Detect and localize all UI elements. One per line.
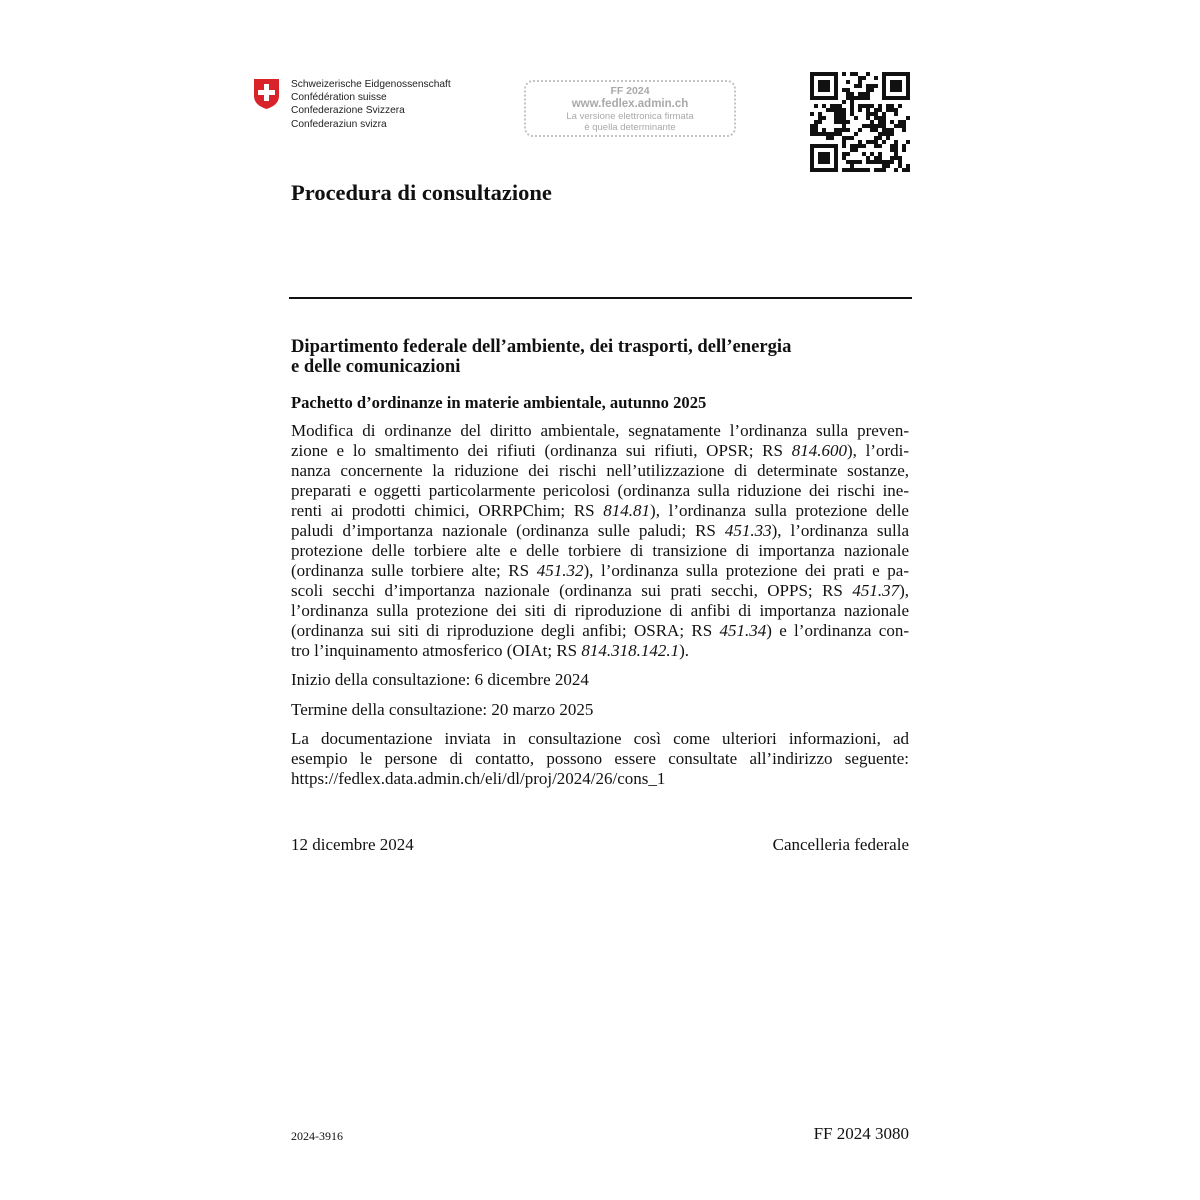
consultation-subject: Pachetto d’ordinanze in materie ambientale, autunno 2025	[291, 393, 707, 412]
qr-code-icon	[810, 72, 910, 172]
rs-number: 451.34	[719, 621, 767, 640]
body-text: paludi d’importanza nazionale (ordinanza sulle paludi; RS	[291, 521, 725, 540]
body-text: scoli secchi d’importanza nazionale (ordinanza sui prati secchi, OPPS; RS	[291, 581, 853, 600]
consultation-end: Termine della consultazione: 20 marzo 2025	[291, 700, 594, 719]
publication-date: 12 dicembre 2024	[291, 835, 414, 854]
stamp-line: è quella determinante	[584, 122, 676, 133]
body-text: nanza concernente la riduzione dei rischi nell’utilizzazione di determinate sostanze,	[291, 461, 909, 480]
issuing-authority: Cancelleria federale	[772, 835, 909, 854]
body-text: zione e lo smaltimento dei rifiuti (ordinanza sui rifiuti, OPSR; RS	[291, 441, 792, 460]
info-line: La documentazione inviata in consultazione così come ulteriori informazioni, ad	[291, 729, 909, 748]
logo-line: Confédération suisse	[291, 92, 387, 104]
page-title: Procedura di consultazione	[291, 180, 552, 205]
body-text: ), l’ordinanza sulla protezione dei prati e pa-	[583, 561, 910, 580]
body-text: ), l’ordinanza sulla	[771, 521, 909, 540]
ff-reference: FF 2024 3080	[813, 1124, 909, 1143]
body-line	[291, 501, 909, 521]
logo-line: Confederaziun svizra	[291, 118, 387, 130]
body-text: tro l’inquinamento atmosferico (OIAt; RS	[291, 641, 582, 660]
body-text: ),	[899, 581, 909, 600]
department-heading	[291, 337, 791, 377]
rs-number: 451.32	[536, 561, 584, 580]
electronic-version-stamp	[524, 80, 736, 137]
stamp-line: www.fedlex.admin.ch	[571, 98, 689, 110]
rs-number: 814.600	[791, 441, 847, 460]
stamp-line: La versione elettronica firmata	[566, 111, 694, 122]
body-line	[291, 441, 909, 461]
body-text: preparati e oggetti particolarmente pericolosi (ordinanza sulla riduzione dei rischi ine-	[291, 481, 909, 500]
body-text: protezione delle torbiere alte e delle torbiere di transizione di importanza nazionale	[291, 541, 909, 560]
rs-number: 814.81	[603, 501, 651, 520]
rs-number: 451.37	[852, 581, 900, 600]
body-text: (ordinanza sui siti di riproduzione degli anfibi; OSRA; RS	[291, 621, 720, 640]
body-line	[291, 421, 909, 441]
divider	[289, 297, 912, 299]
logo-line: Confederazione Svizzera	[291, 105, 405, 117]
confederation-logo-text	[291, 78, 451, 131]
body-text: Modifica di ordinanze del diritto ambientale, segnatamente l’ordinanza sulla preven-	[291, 421, 909, 440]
stamp-line: FF 2024	[610, 85, 650, 97]
logo-line: Schweizerische Eidgenossenschaft	[291, 79, 451, 90]
body-line	[291, 581, 909, 601]
info-line: esempio le persone di contatto, possono essere consultate all’indirizzo seguente:	[291, 749, 909, 768]
body-line	[291, 461, 909, 481]
body-text: ), l’ordi-	[846, 441, 910, 460]
consultation-url[interactable]: https://fedlex.data.admin.ch/eli/dl/proj/2024/26/cons_1	[291, 769, 666, 788]
body-line	[291, 521, 909, 541]
body-line	[291, 541, 909, 561]
body-line	[291, 481, 909, 501]
body-text: (ordinanza sulle torbiere alte; RS	[291, 561, 537, 580]
body-line	[291, 601, 909, 621]
body-line	[291, 561, 909, 581]
body-line	[291, 641, 909, 661]
body-text: ), l’ordinanza sulla protezione delle	[650, 501, 909, 520]
department-line: e delle comunicazioni	[291, 356, 461, 377]
body-text: l’ordinanza sulla protezione dei siti di riproduzione di anfibi di importanza nazionale	[291, 601, 909, 620]
department-line: Dipartimento federale dell’ambiente, dei trasporti, dell’energia	[291, 336, 792, 357]
rs-number: 814.318.142.1	[581, 641, 680, 660]
body-text: ) e l’ordinanza con-	[766, 621, 909, 640]
consultation-start: Inizio della consultazione: 6 dicembre 2024	[291, 670, 589, 689]
document-code: 2024-3916	[291, 1129, 343, 1143]
swiss-cross-icon	[253, 78, 280, 110]
body-text: ).	[679, 641, 690, 660]
body-text: renti ai prodotti chimici, ORRPChim; RS	[291, 501, 604, 520]
rs-number: 451.33	[724, 521, 772, 540]
body-line	[291, 621, 909, 641]
